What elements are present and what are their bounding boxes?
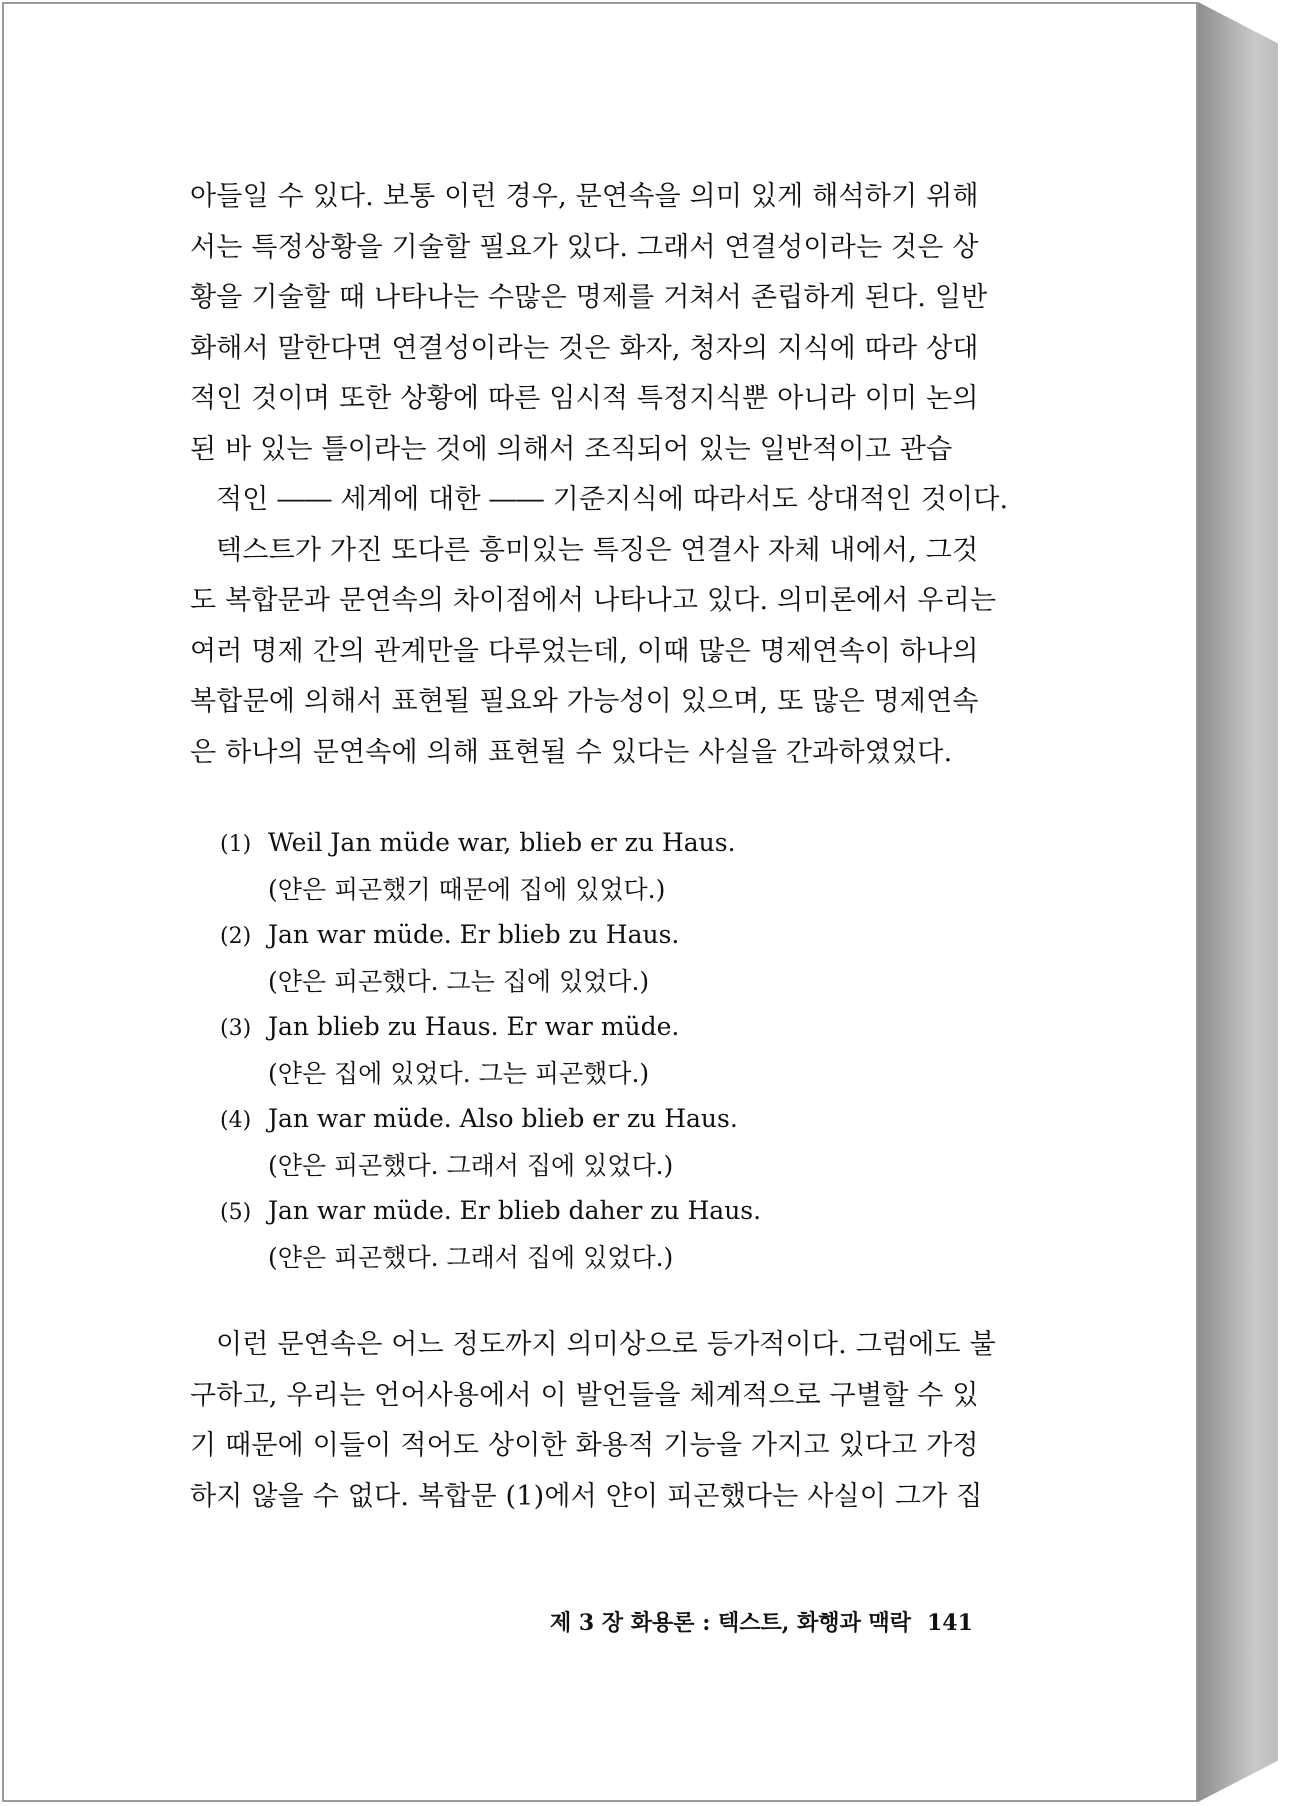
text-line: 적인 것이며 또한 상황에 따른 임시적 특정지식뿐 아니라 이미 논의: [190, 383, 979, 414]
text-line: 하지 않을 수 없다. 복합문 (1)에서 얀이 피곤했다는 사실이 그가 집: [190, 1480, 983, 1512]
example-korean: (얀은 피곤했기 때문에 집에 있었다.): [268, 875, 666, 904]
text-line: 구하고, 우리는 언어사용에서 이 발언들을 체계적으로 구별할 수 있: [190, 1379, 979, 1411]
example-item: [220, 912, 1033, 1004]
text-line: 적인 ―― 세계에 대한 ―― 기준지식에 따라서도 상대적인 것이다.: [216, 484, 1009, 515]
paragraph-2: [190, 526, 1033, 779]
text-line: 복합문에 의해서 표현될 필요와 가능성이 있으며, 또 많은 명제연속: [190, 686, 979, 717]
text-line: 텍스트가 가진 또다른 흥미있는 특징은 연결사 자체 내에서, 그것: [216, 534, 979, 566]
example-number: (2): [220, 924, 252, 949]
page-content: [190, 172, 1033, 1522]
example-number: (3): [220, 1016, 252, 1041]
text-line: 기 때문에 이들이 적어도 상이한 화용적 기능을 가지고 있다고 가정: [190, 1430, 979, 1461]
text-line: 여러 명제 간의 관계만을 다루었는데, 이때 많은 명제연속이 하나의: [190, 635, 979, 667]
example-german: Weil Jan müde war, blieb er zu Haus.: [268, 828, 736, 857]
page-number: 141: [926, 1610, 973, 1636]
example-item: [220, 1188, 1033, 1280]
example-german: Jan war müde. Also blieb er zu Haus.: [268, 1104, 738, 1133]
example-list: [190, 820, 1033, 1280]
example-german: Jan war müde. Er blieb zu Haus.: [268, 920, 680, 949]
example-number: (1): [220, 832, 252, 857]
text-line: 된 바 있는 틀이라는 것에 의해서 조직되어 있는 일반적이고 관습: [190, 433, 953, 465]
paragraph-1: [190, 172, 1033, 526]
example-item: [220, 820, 1033, 912]
page-footer: [550, 1606, 973, 1637]
text-line: 화해서 말한다면 연결성이라는 것은 화자, 청자의 지식에 따라 상대: [190, 332, 979, 364]
example-item: [220, 1004, 1033, 1096]
text-line: 이런 문연속은 어느 정도까지 의미상으로 등가적이다. 그럼에도 불: [216, 1329, 996, 1360]
example-korean: (얀은 집에 있었다. 그는 피곤했다.): [268, 1059, 650, 1088]
example-item: [220, 1096, 1033, 1188]
example-number: (5): [220, 1200, 252, 1225]
text-line: 황을 기술할 때 나타나는 수많은 명제를 거쳐서 존립하게 된다. 일반: [190, 282, 988, 313]
text-line: 서는 특정상황을 기술할 필요가 있다. 그래서 연결성이라는 것은 상: [190, 231, 979, 263]
paragraph-3: [190, 1320, 1033, 1522]
page-stack-edge: [1198, 2, 1278, 1802]
text-line: 은 하나의 문연속에 의해 표현될 수 있다는 사실을 간과하였었다.: [190, 736, 953, 768]
text-line: 도 복합문과 문연속의 차이점에서 나타나고 있다. 의미론에서 우리는: [190, 585, 997, 616]
example-german: Jan blieb zu Haus. Er war müde.: [268, 1012, 680, 1041]
example-korean: (얀은 피곤했다. 그래서 집에 있었다.): [268, 1243, 674, 1272]
running-header: 제 3 장 화용론 : 텍스트, 화행과 맥락: [550, 1610, 911, 1636]
example-german: Jan war müde. Er blieb daher zu Haus.: [268, 1196, 762, 1225]
example-korean: (얀은 피곤했다. 그래서 집에 있었다.): [268, 1151, 674, 1180]
example-number: (4): [220, 1108, 252, 1133]
example-korean: (얀은 피곤했다. 그는 집에 있었다.): [268, 967, 650, 996]
text-line: 아들일 수 있다. 보통 이런 경우, 문연속을 의미 있게 해석하기 위해: [190, 181, 979, 212]
